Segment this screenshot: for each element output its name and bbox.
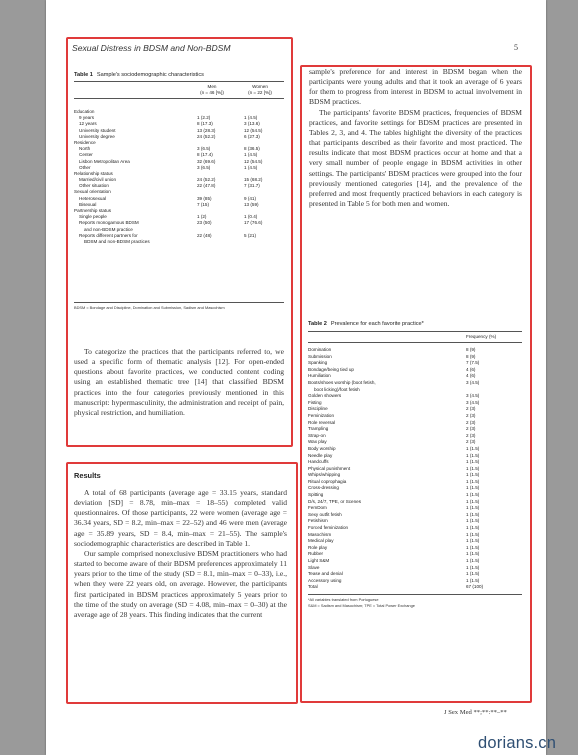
table2-row — [308, 545, 522, 552]
results-paragraph-2: Our sample comprised nonexclusive BDSM practitioners who had started to become aware of their BDSM preferences approximately 11 years prior to the time of the study (SD = 8.1, min–max = 0–33), i.e., when they were 22 years old, on average. However, the participants first participated in BDSM practices approximately 5 years prior to the time of the study on average (SD = 4.08, min–max = 0–30) at the average age of 28 years. This finding indicates that the current — [74, 548, 287, 619]
table2-row-value: 1 (1.5) — [466, 538, 480, 544]
table2-row-label: Feminization — [308, 412, 335, 418]
table2-row-value: 1 (1.5) — [466, 531, 480, 537]
table1-row-men: 7 (15) — [197, 201, 210, 207]
table2-row — [308, 505, 522, 512]
table1-row-men: 8 (17.3) — [197, 121, 213, 127]
table1-row-women: 1 (4.5) — [244, 152, 258, 158]
table1-row-men: 22 (47.8) — [197, 183, 216, 189]
table1-row-label: 12 years — [79, 121, 97, 127]
table1-row-label: Single people — [79, 214, 107, 220]
table2-row — [308, 373, 522, 380]
table1-row-men: 32 (69.6) — [197, 158, 216, 164]
results-text — [74, 488, 287, 620]
table2-top-rule — [308, 331, 522, 332]
table1-row-women: 1 (4.5) — [244, 115, 258, 121]
table2-row-label: Body worship — [308, 445, 336, 451]
table2-row-value: 1 (1.5) — [466, 445, 480, 451]
table1-row-women: 6 (27.3) — [244, 133, 260, 139]
table1-label: Table 1 — [74, 72, 93, 78]
table1-col-women-label: Women — [252, 84, 268, 89]
watermark-text: dorians.cn — [478, 734, 557, 752]
table1-row-women: 12 (54.5) — [244, 127, 263, 133]
table2-footnote-1: *All variables translated from Portuguese — [308, 597, 379, 602]
table2-row — [308, 354, 522, 361]
table2-row-label: Forced feminization — [308, 525, 349, 531]
table2-row-label: FemDom — [308, 505, 327, 511]
table1-row-label: North — [79, 146, 91, 152]
left-paragraph — [74, 347, 284, 418]
table2-row-label: Spanking — [308, 360, 328, 366]
table1-row-label: and non-BDSM practice — [84, 226, 133, 232]
table1-row-label: Sexual orientation — [74, 189, 111, 195]
table2-row — [308, 518, 522, 525]
table2-row-label: Sexy outfit fetish — [308, 511, 342, 517]
table1-row-men: 8 (17.4) — [197, 152, 213, 158]
table2-row — [308, 393, 522, 400]
table2-row — [308, 367, 522, 374]
table2-row-label: Fisting — [308, 399, 322, 405]
table1-row-label: Partnership status — [74, 208, 112, 213]
table2-row-value: 4 (6) — [466, 366, 476, 372]
table2-row-label: Total — [308, 584, 318, 590]
table2-title — [308, 321, 424, 327]
table1-row-men: 13 (28.3) — [197, 127, 216, 133]
table2-row-label: Medical play — [308, 538, 334, 544]
table2-row-label: Strap-on — [308, 432, 326, 438]
table1-row-label: University degree — [79, 133, 115, 139]
table2-row-label: Tease and denial — [308, 571, 343, 577]
table1-row-women: 9 (41) — [244, 195, 257, 201]
table2-col-frequency: Frequency (%) — [466, 334, 497, 339]
table2-row-label: Accessory using — [308, 577, 342, 583]
table2-row — [308, 525, 522, 532]
table2-row-value: 1 (1.5) — [466, 459, 480, 465]
journal-citation: J Sex Med **;**:**–** — [444, 709, 507, 716]
results-heading: Results — [74, 471, 101, 480]
table2-row — [308, 538, 522, 545]
table2-row — [308, 492, 522, 499]
table2-row-value: 1 (1.5) — [466, 478, 480, 484]
table2-row-label: Humiliation — [308, 373, 331, 379]
table1-row-label: Center — [79, 152, 93, 158]
table1-title — [74, 72, 204, 78]
table1-body — [74, 109, 284, 245]
table2-row-label: Whips/whipping — [308, 472, 341, 478]
table1-row-men: 23 (50) — [197, 220, 212, 226]
table1-col-women — [238, 84, 282, 95]
table1-row-label: Education — [74, 109, 95, 114]
table1-row-men: 3 (6.5) — [197, 146, 211, 152]
table2-row — [308, 584, 522, 591]
table1-row-label: Relationship status — [74, 170, 113, 176]
table2-row-value: 1 (1.5) — [466, 485, 480, 491]
table2-row-value: 3 (4.5) — [466, 393, 480, 399]
table2-row-label: boot licking)/foot fetish — [314, 386, 360, 392]
table2-bottom-rule — [308, 594, 522, 595]
table2-row-label: Masochism — [308, 531, 332, 537]
table1-row-men: 24 (52.2) — [197, 133, 216, 139]
table2-row-label: Handcuffs — [308, 459, 329, 465]
table2-row — [308, 578, 522, 585]
table2-header-rule — [308, 342, 522, 343]
table2-footnote-2: S&M = Sadism and Masochism; TPE = Total Power Exchange — [308, 603, 415, 608]
table2-row-label: Spitting — [308, 492, 324, 498]
table2-row — [308, 571, 522, 578]
table2-row-label: Physical punishment — [308, 465, 351, 471]
table2-row-value: 3 (4.5) — [466, 379, 480, 385]
table2-row-value: 2 (3) — [466, 439, 476, 445]
table1-header-rule — [74, 98, 284, 99]
table1-row-women: 8 (36.5) — [244, 146, 260, 152]
page-number: 5 — [514, 43, 518, 52]
table2-row-value: 1 (1.5) — [466, 544, 480, 550]
table1-row-label: Reports different partners for — [79, 232, 138, 238]
table2-row-label: Ritual coprophagia — [308, 478, 347, 484]
table1-row-label: Bisexual — [79, 201, 97, 207]
table2-row-value: 1 (1.5) — [466, 571, 480, 577]
table2-row-value: 2 (3) — [466, 412, 476, 418]
table2-row — [308, 459, 522, 466]
table2-row — [308, 551, 522, 558]
table2-row — [308, 347, 522, 354]
table1-row-women: 17 (76.6) — [244, 220, 263, 226]
table2-row — [308, 453, 522, 460]
table1-col-men-n: (n = 46 [%]) — [200, 89, 224, 95]
table2-row-label: Discipline — [308, 406, 328, 412]
table2-row-label: Boots/shoes worship (boot fetish, — [308, 379, 376, 385]
table1-row-women: 5 (21) — [244, 232, 257, 238]
table2-body — [308, 347, 522, 591]
table2-row — [308, 420, 522, 427]
table2-row — [308, 558, 522, 565]
table1-caption: Sample's sociodemographic characteristics — [96, 72, 204, 78]
table2-row-value: 8 (9) — [466, 347, 476, 352]
table2-row-value: 2 (3) — [466, 419, 476, 425]
table2-row — [308, 439, 522, 446]
table1-row-label: Married/civil union — [79, 177, 117, 183]
running-head: Sexual Distress in BDSM and Non-BDSM — [72, 43, 231, 53]
table2-row-label: Bondage/being tied up — [308, 366, 354, 372]
table1-row-women: 1 (4.5) — [244, 164, 258, 170]
table2-row — [308, 406, 522, 413]
table2-row-label: Wax play — [308, 439, 327, 445]
table2-row-label: Role reversal — [308, 419, 336, 425]
table2-row-value: 1 (1.5) — [466, 577, 480, 583]
table2-row-value: 1 (1.5) — [466, 472, 480, 478]
table2-row-value: 4 (6) — [466, 373, 476, 379]
table1-row-women: 7 (31.7) — [244, 183, 260, 189]
table2-row-value: 1 (1.5) — [466, 465, 480, 471]
table2-row-value: 1 (1.5) — [466, 564, 480, 570]
table1-bottom-rule — [74, 302, 284, 303]
table2-row-value: 1 (1.5) — [466, 498, 480, 504]
table2-row — [308, 400, 522, 407]
table1-top-rule — [74, 81, 284, 82]
table2-row-value: 1 (1.5) — [466, 505, 480, 511]
table2-row-value: 1 (1.5) — [466, 518, 480, 524]
table1-row-women: 13 (59) — [244, 201, 259, 207]
table2-row — [308, 565, 522, 572]
table2-row-label: Submission — [308, 353, 332, 359]
table1-row-label: Other situation — [79, 183, 109, 189]
table1-row-women: 12 (54.5) — [244, 158, 263, 164]
table1-row-women: 3 (13.6) — [244, 121, 260, 127]
table2-row — [308, 485, 522, 492]
right-paragraph-2: The participants' favorite BDSM practices, frequencies of BDSM practices, and favorite settings for BDSM practices are presented in Tables 2, 3, and 4. The tables highlight the diversity of the practices that participants described as their favorite and most practiced. The results indicate that most BDSM practices occur at home and that a very small number of people engage in BDSM activities in other settings. The participants' BDSM practices were grouped into the four previously mentioned categories [14], and the prevalence of the preferred and most frequently practiced behaviors in each category is presented in Table 5 for both men and women. — [309, 107, 522, 209]
table1-row-label: Reports monogamous BDSM — [79, 220, 139, 226]
table2-row-label: Rubber — [308, 551, 324, 557]
table2-row — [308, 413, 522, 420]
table2-caption: Prevalence for each favorite practice* — [330, 321, 424, 327]
table2-row-label: Trampling — [308, 426, 329, 432]
table2-row-value: 2 (3) — [466, 426, 476, 432]
table1-row-label: Lisbon Metropolitan Area — [79, 158, 130, 164]
table1-row-men: 1 (2.2) — [197, 115, 211, 121]
table1-row-label: 9 years — [79, 115, 95, 121]
table2-row — [308, 360, 522, 367]
table2-row-label: Slave — [308, 564, 320, 570]
table1-row-women: 1 (0.4) — [244, 214, 258, 220]
table1-footnote: BDSM = Bondage and Discipline, Domination and Submission, Sadism and Masochism — [74, 305, 225, 310]
table2-row-value: 1 (1.5) — [466, 558, 480, 563]
table2-row — [308, 380, 522, 387]
table2-label: Table 2 — [308, 321, 327, 327]
table1-row-label: BDSM and non-BDSM practices — [84, 238, 150, 244]
table2-row-label: Golden showers — [308, 393, 342, 399]
table2-row-value: 1 (1.5) — [466, 551, 480, 557]
table2-row — [308, 499, 522, 506]
table1-row-label: Residence — [74, 139, 96, 145]
results-paragraph-1: A total of 68 participants (average age = 33.15 years, standard deviation [SD] = 8.78, min–max = 18–55) completed valid questionnaires. Of those participants, 22 were women (average age = 36.34 years, SD = 8.2, min–max = 22–52) and 46 were men (average age = 35.89 years, SD = 8.4, min–max = 21–55). The sample's sociodemographic characteristics are described in Table 1. — [74, 488, 287, 548]
table2-row — [308, 512, 522, 519]
table2-row — [308, 446, 522, 453]
table1-col-women-n: (n = 22 [%]) — [248, 89, 272, 95]
table2-row-value: 7 (7.5) — [466, 360, 480, 366]
table2-row-value: 67 (100) — [466, 584, 484, 590]
table2-row-label: Light S&M — [308, 558, 330, 563]
table2-row-value: 1 (1.5) — [466, 525, 480, 531]
table1-row-men: 39 (85) — [197, 195, 212, 201]
table2-row-value: 3 (4.5) — [466, 399, 480, 405]
table2-row-value: 1 (1.5) — [466, 492, 480, 498]
table1-col-men-label: Men — [207, 84, 217, 89]
table2-row-value: 2 (3) — [466, 406, 476, 412]
table1-row-label: Heterosexual — [79, 195, 107, 201]
table2-row-value: 1 (1.5) — [466, 452, 480, 458]
table2-row-value: 1 (1.5) — [466, 511, 480, 517]
table1-row-label: University student — [79, 127, 116, 133]
table1-row-men: 24 (52.2) — [197, 177, 216, 183]
table2-row-label: Cross-dressing — [308, 485, 339, 491]
right-column-text — [309, 67, 522, 209]
table1-row — [74, 239, 284, 245]
table2-row — [308, 433, 522, 440]
table1-col-men — [192, 84, 232, 95]
table2-row — [308, 426, 522, 433]
table2-row-value: 8 (9) — [466, 353, 476, 359]
table2-row-label: Needle play — [308, 452, 333, 458]
table2-row — [308, 466, 522, 473]
table2-row — [308, 532, 522, 539]
table2-row-label: Role play — [308, 544, 328, 550]
right-paragraph-1: sample's preference for and interest in BDSM began when the participants were young adults and that it took an average of 6 years for them to progress from interest in BDSM to actual involvement in BDSM practices. — [309, 67, 522, 107]
table1-row-men: 22 (48) — [197, 232, 212, 238]
table2-row — [308, 479, 522, 486]
table1-row-women: 15 (68.2) — [244, 177, 263, 183]
table2-row — [308, 472, 522, 479]
table1-row-men: 1 (2) — [197, 214, 207, 220]
table2-row — [308, 387, 522, 394]
table1-row-label: Other — [79, 164, 91, 170]
left-paragraph-text: To categorize the practices that the participants referred to, we used a specific form of thematic analysis [12]. For open-ended questions about favorite practices, we conducted content coding using an established thematic tree [14] that classified BDSM practices into the four categories previously mentioned in this manuscript: hypermasculinity, the administration and receipt of pain, physical restriction, and humiliation. — [74, 347, 284, 417]
table2-row-label: D/s, 24/7, TPE, or Scenes — [308, 498, 362, 504]
table2-row-label: Domination — [308, 347, 332, 352]
table1-row-men: 3 (6.5) — [197, 164, 211, 170]
table2-row-label: Fetishism — [308, 518, 328, 524]
table2-row-value: 2 (3) — [466, 432, 476, 438]
